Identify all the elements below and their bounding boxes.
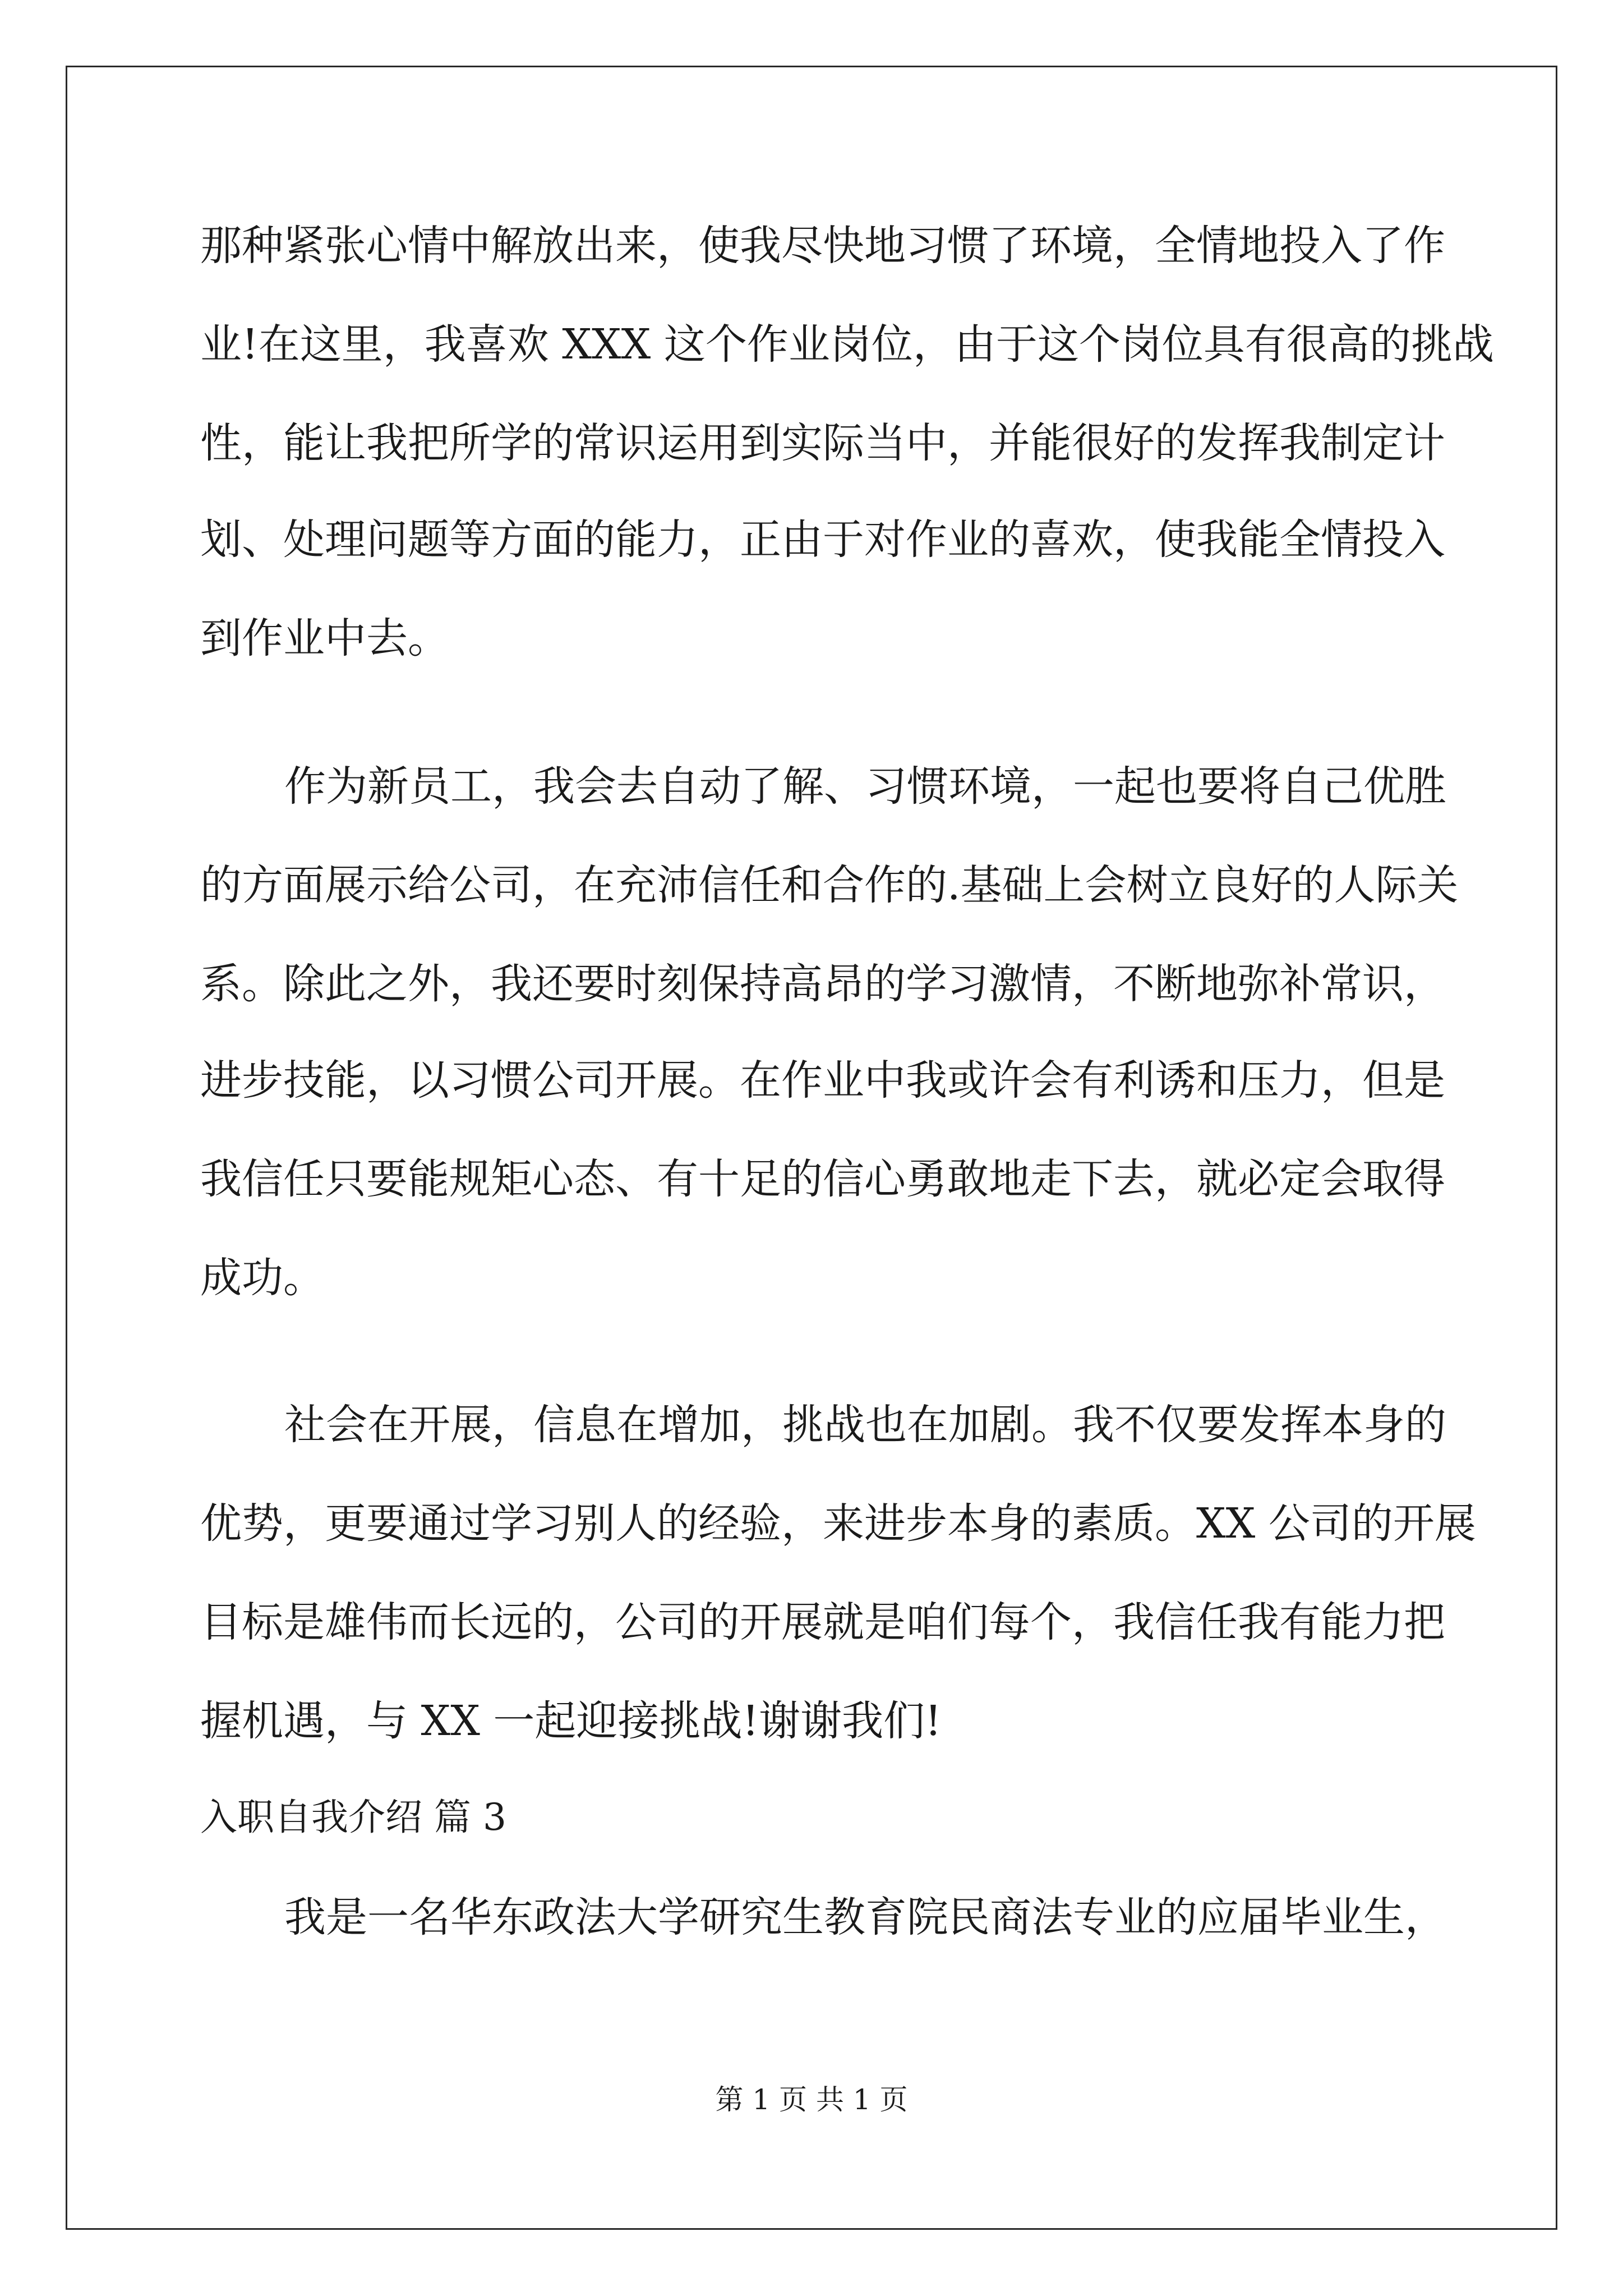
text-line: 划、处理问题等方面的能力，正由于对作业的喜欢，使我能全情投入 [200, 516, 1445, 564]
text-line: 我是一名华东政法大学研究生教育院民商法专业的应届毕业生， [284, 1893, 1446, 1941]
text-line: 成功。 [200, 1254, 325, 1302]
text-line: 目标是雄伟而长远的，公司的开展就是咱们每个，我信任我有能力把 [200, 1598, 1445, 1646]
text-line: 性，能让我把所学的常识运用到实际当中，并能很好的发挥我制定计 [200, 419, 1445, 467]
text-line: 那种紧张心情中解放出来，使我尽快地习惯了环境，全情地投入了作 [200, 222, 1445, 270]
text-line: 系。除此之外，我还要时刻保持高昂的学习激情，不断地弥补常识， [200, 960, 1445, 1008]
text-line: 业!在这里，我喜欢 XXX 这个作业岗位，由于这个岗位具有很高的挑战 [200, 320, 1494, 369]
text-line: 进步技能，以习惯公司开展。在作业中我或许会有利诱和压力，但是 [200, 1056, 1445, 1105]
text-line: 优势，更要通过学习别人的经验，来进步本身的素质。XX 公司的开展 [200, 1499, 1476, 1548]
text-line: 到作业中去。 [200, 614, 449, 662]
text-line: 的方面展示给公司，在充沛信任和合作的.基础上会树立良好的人际关 [200, 861, 1459, 909]
page-number: 第 1 页 共 1 页 [715, 2083, 908, 2116]
text-line: 作为新员工，我会去自动了解、习惯环境，一起也要将自己优胜 [284, 762, 1446, 811]
text-line: 社会在开展，信息在增加，挑战也在加剧。我不仅要发挥本身的 [284, 1401, 1446, 1449]
text-line: 握机遇，与 XX 一起迎接挑战!谢谢我们! [200, 1697, 942, 1745]
section-heading: 入职自我介绍 篇 3 [200, 1796, 506, 1839]
text-line: 我信任只要能规矩心态、有十足的信心勇敢地走下去，就必定会取得 [200, 1155, 1445, 1203]
